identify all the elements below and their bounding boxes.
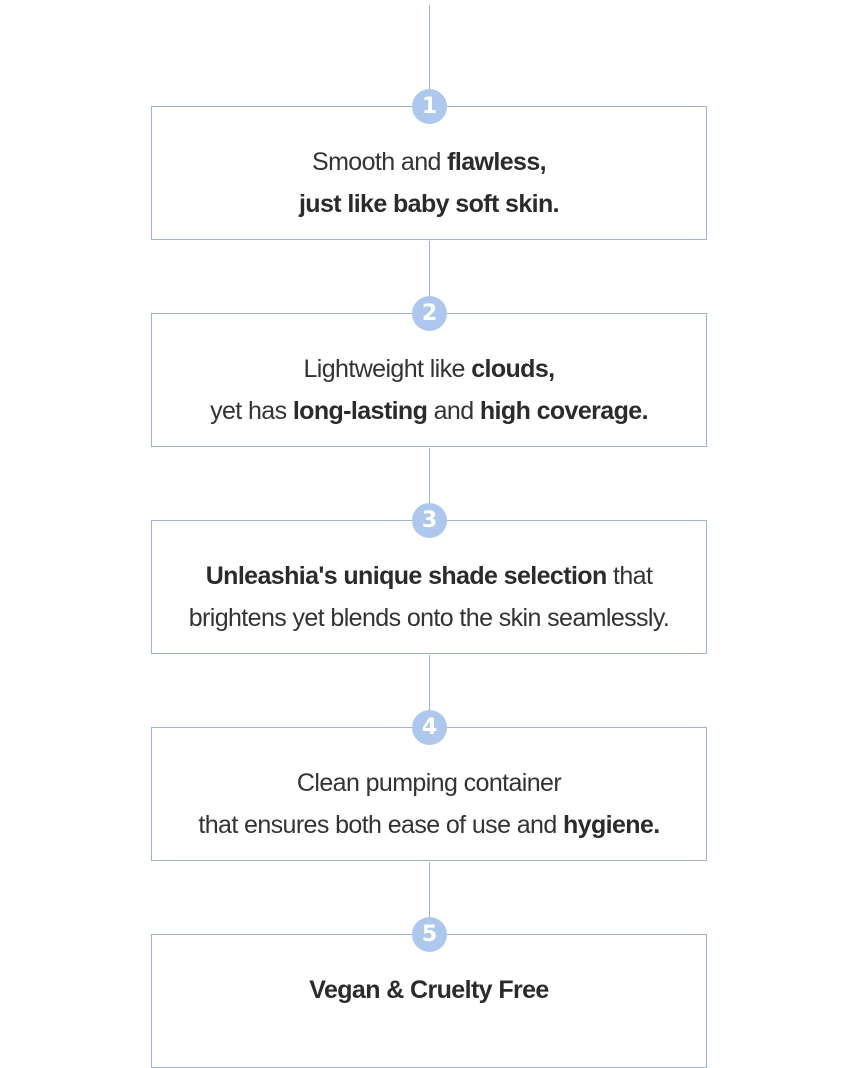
feature-line: Vegan & Cruelty Free	[309, 976, 549, 1004]
feature-line: Lightweight like clouds,	[303, 355, 555, 383]
step-number-badge: 3	[412, 503, 447, 538]
feature-text-3	[152, 555, 706, 639]
feature-card-2	[151, 313, 707, 447]
feature-line: Smooth and flawless,	[312, 148, 546, 176]
feature-card-4	[151, 727, 707, 861]
feature-card-3	[151, 520, 707, 654]
feature-line: Clean pumping container	[296, 769, 562, 797]
step-number-badge: 2	[412, 296, 447, 331]
feature-line: that ensures both ease of use and hygiene.	[198, 811, 660, 839]
feature-text-2	[152, 348, 706, 432]
feature-line: yet has long-lasting and high coverage.	[210, 397, 648, 425]
feature-text-5	[152, 969, 706, 1011]
step-number-badge: 4	[412, 710, 447, 745]
feature-line: brightens yet blends onto the skin seamlessly.	[188, 604, 670, 632]
feature-line: just like baby soft skin.	[298, 190, 560, 218]
feature-text-1	[152, 141, 706, 225]
step-number-badge: 5	[412, 917, 447, 952]
feature-card-5	[151, 934, 707, 1068]
feature-card-1	[151, 106, 707, 240]
feature-line: Unleashia's unique shade selection that	[205, 562, 653, 590]
step-number-badge: 1	[412, 89, 447, 124]
feature-text-4	[152, 762, 706, 846]
